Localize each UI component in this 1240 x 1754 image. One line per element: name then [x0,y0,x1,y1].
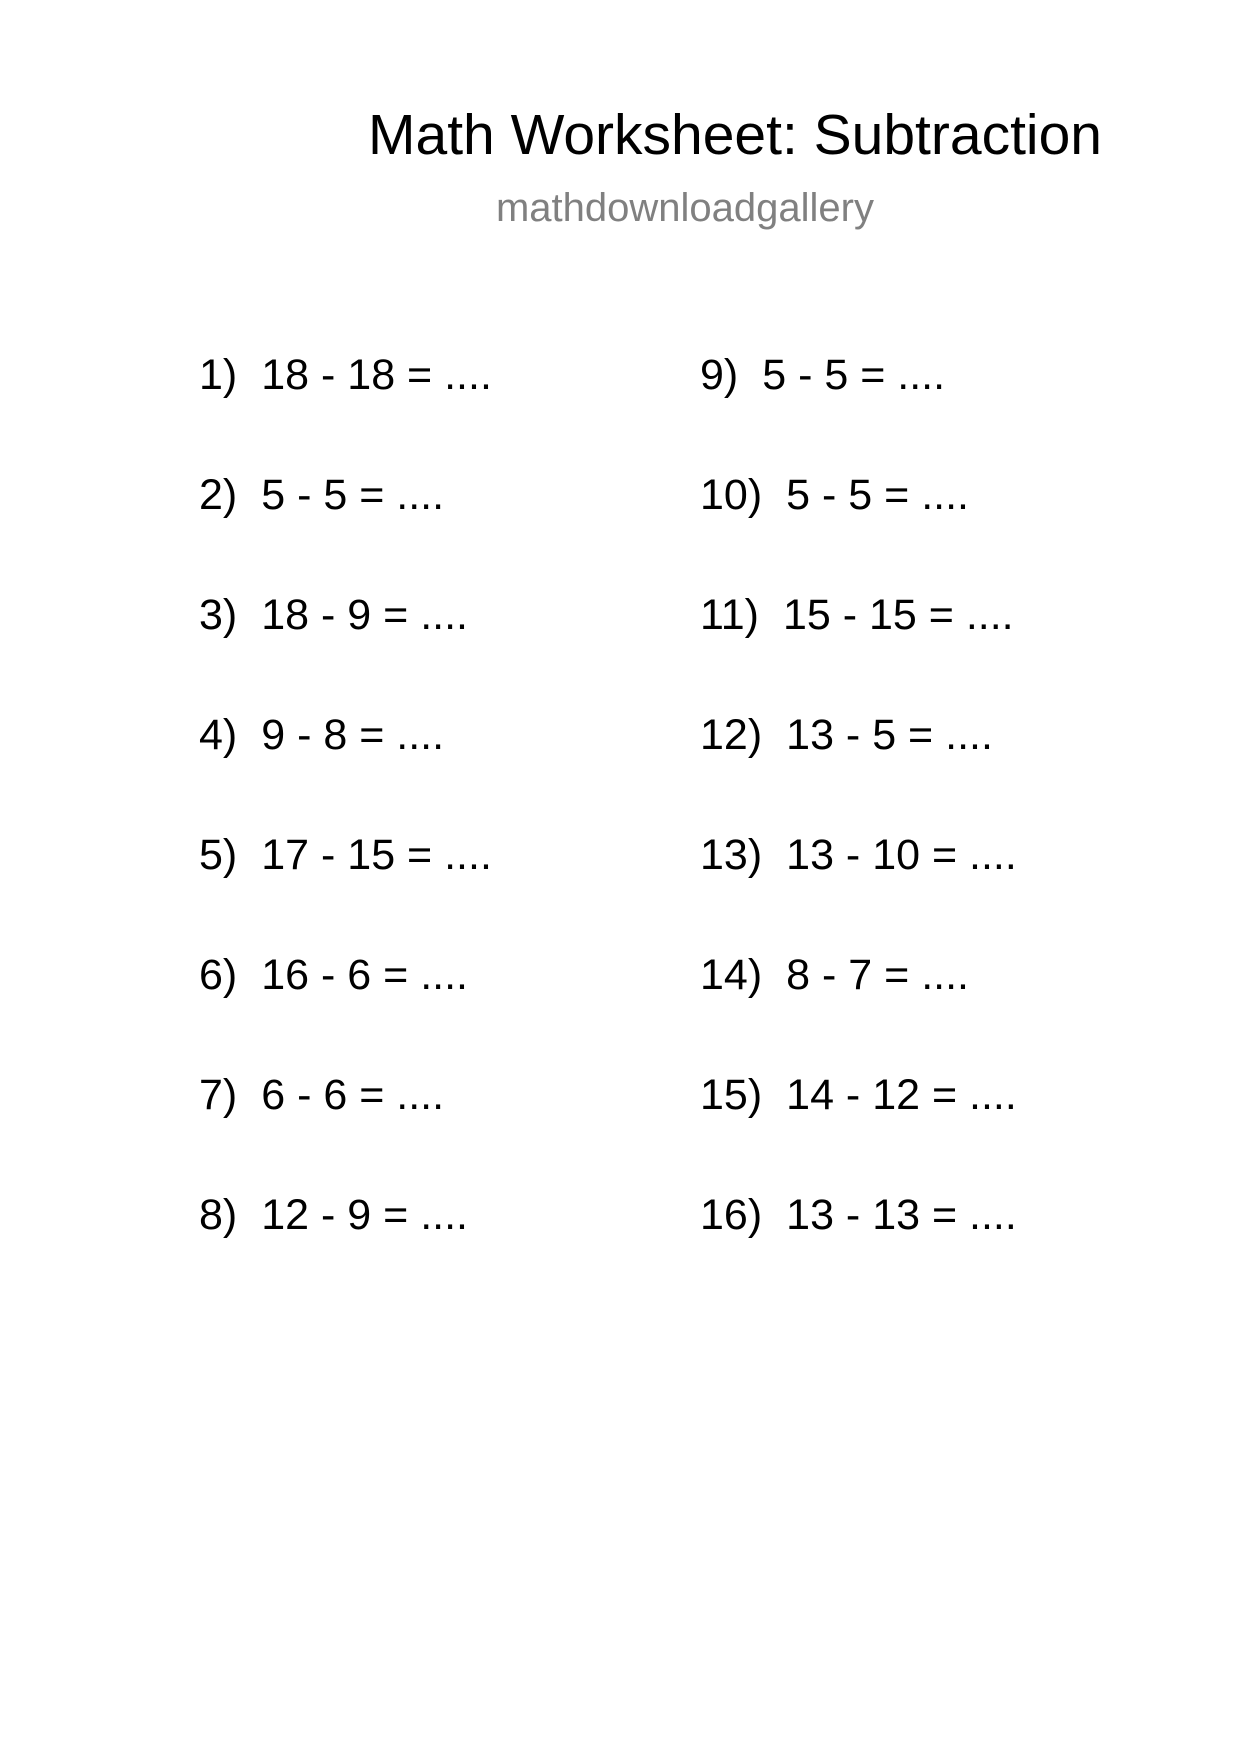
problem-column-left [199,345,679,1305]
problem-number: 12) [700,711,763,759]
problem-number: 8) [199,1191,238,1239]
problem-number: 13) [700,831,763,879]
page-subtitle: mathdownloadgallery [495,186,874,230]
problem-item [199,1185,679,1305]
problem-number: 16) [700,1191,763,1239]
problem-column-right [700,345,1180,1305]
problem-item [199,465,679,585]
page-title: Math Worksheet: Subtraction [368,103,1102,167]
problem-item [700,705,1180,825]
problem-expression: 5 - 5 = .... [762,351,946,399]
problem-item [700,465,1180,585]
problem-expression: 8 - 7 = .... [786,951,969,999]
problem-item [700,1185,1180,1305]
problem-number: 5) [199,831,238,879]
problem-expression: 17 - 15 = .... [261,831,492,879]
problem-expression: 13 - 13 = .... [786,1191,1017,1239]
problem-number: 1) [199,351,238,399]
problem-expression: 13 - 5 = .... [786,711,993,759]
problem-item [700,945,1180,1065]
problem-expression: 6 - 6 = .... [261,1071,445,1119]
problem-expression: 5 - 5 = .... [261,471,445,519]
problem-expression: 13 - 10 = .... [786,831,1017,879]
problem-item [700,825,1180,945]
problem-expression: 18 - 18 = .... [261,351,492,399]
problem-item [199,945,679,1065]
problem-number: 10) [700,471,763,519]
problem-expression: 12 - 9 = .... [261,1191,468,1239]
problem-number: 9) [700,351,739,399]
problem-number: 2) [199,471,238,519]
problem-number: 3) [199,591,238,639]
problem-item [199,705,679,825]
problem-number: 14) [700,951,763,999]
problem-number: 15) [700,1071,763,1119]
problem-expression: 5 - 5 = .... [786,471,969,519]
problem-item [700,345,1180,465]
problem-item [199,825,679,945]
problem-number: 6) [199,951,238,999]
problem-expression: 9 - 8 = .... [261,711,445,759]
problem-number: 7) [199,1071,238,1119]
problem-item [199,345,679,465]
problem-number: 11) [700,591,759,639]
problem-item [700,1065,1180,1185]
problem-number: 4) [199,711,238,759]
problem-expression: 15 - 15 = .... [782,591,1014,639]
problem-item [700,585,1180,705]
problem-expression: 16 - 6 = .... [261,951,468,999]
problem-item [199,1065,679,1185]
problem-expression: 14 - 12 = .... [786,1071,1017,1119]
problem-expression: 18 - 9 = .... [261,591,468,639]
problem-item [199,585,679,705]
